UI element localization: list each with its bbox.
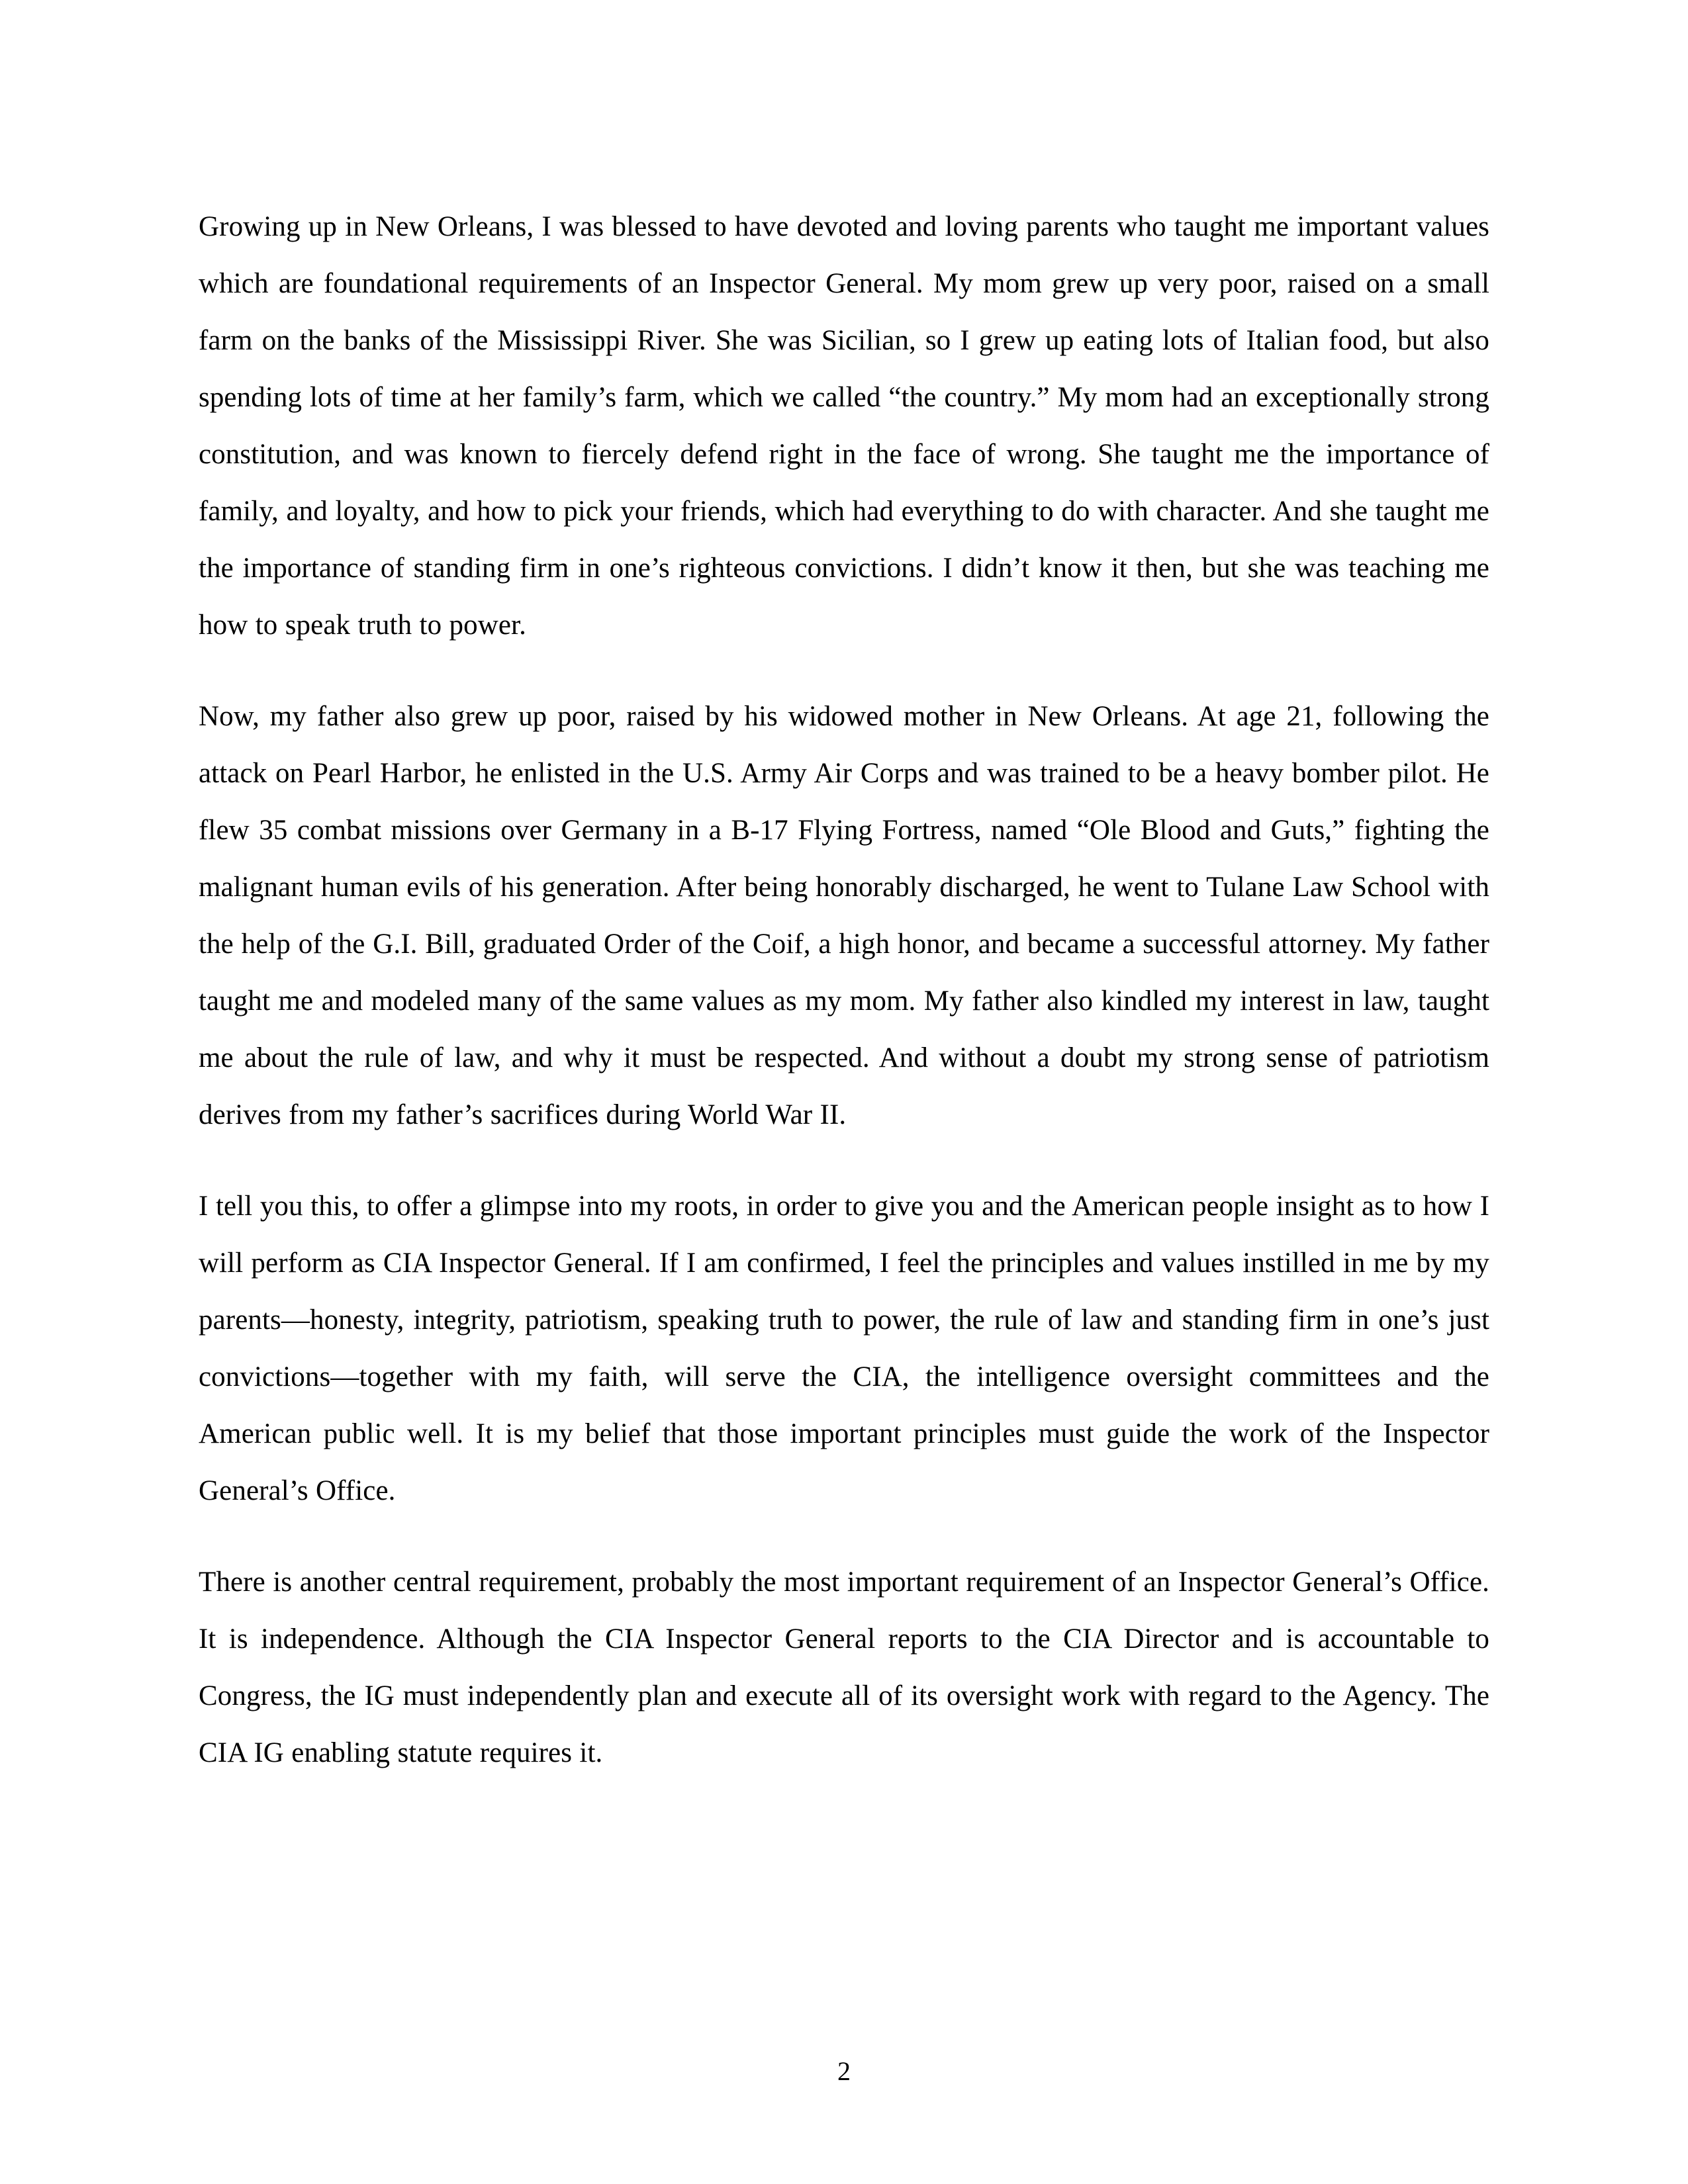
- document-body: [199, 199, 1489, 1782]
- page-number: 2: [837, 2056, 851, 2086]
- paragraph-2: Now, my father also grew up poor, raised by his widowed mother in New Orleans. At age 21, following the attack on Pearl Harbor, he enlisted in the U.S. Army Air Corps and was trained to be a heavy bomber pilot. He flew 35 combat missions over Germany in a B-17 Flying Fortress, named “Ole Blood and Guts,” fighting the malignant human evils of his generation. After being honorably discharged, he went to Tulane Law School with the help of the G.I. Bill, graduated Order of the Coif, a high honor, and became a successful attorney. My father taught me and modeled many of the same values as my mom. My father also kindled my interest in law, taught me about the rule of law, and why it must be respected. And without a doubt my strong sense of patriotism derives from my father’s sacrifices during World War II.: [199, 701, 1489, 1130]
- paragraph-4: There is another central requirement, probably the most important requirement of an Inspector General’s Office. It is independence. Although the CIA Inspector General reports to the CIA Director and is accountable to Congress, the IG must independently plan and execute all of its oversight work with regard to the Agency. The CIA IG enabling statute requires it.: [199, 1567, 1489, 1768]
- paragraph-1: Growing up in New Orleans, I was blessed to have devoted and loving parents who taught me important values which are foundational requirements of an Inspector General. My mom grew up very poor, raised on a small farm on the banks of the Mississippi River. She was Sicilian, so I grew up eating lots of Italian food, but also spending lots of time at her family’s farm, which we called “the country.” My mom had an exceptionally strong constitution, and was known to fiercely defend right in the face of wrong. She taught me the importance of family, and loyalty, and how to pick your friends, which had everything to do with character. And she taught me the importance of standing firm in one’s righteous convictions. I didn’t know it then, but she was teaching me how to speak truth to power.: [199, 211, 1489, 641]
- paragraph-3: I tell you this, to offer a glimpse into my roots, in order to give you and the American people insight as to how I will perform as CIA Inspector General. If I am confirmed, I feel the principles and values instilled in me by my parents—honesty, integrity, patriotism, speaking truth to power, the rule of law and standing firm in one’s just convictions—together with my faith, will serve the CIA, the intelligence oversight committees and the American public well. It is my belief that those important principles must guide the work of the Inspector General’s Office.: [199, 1191, 1489, 1506]
